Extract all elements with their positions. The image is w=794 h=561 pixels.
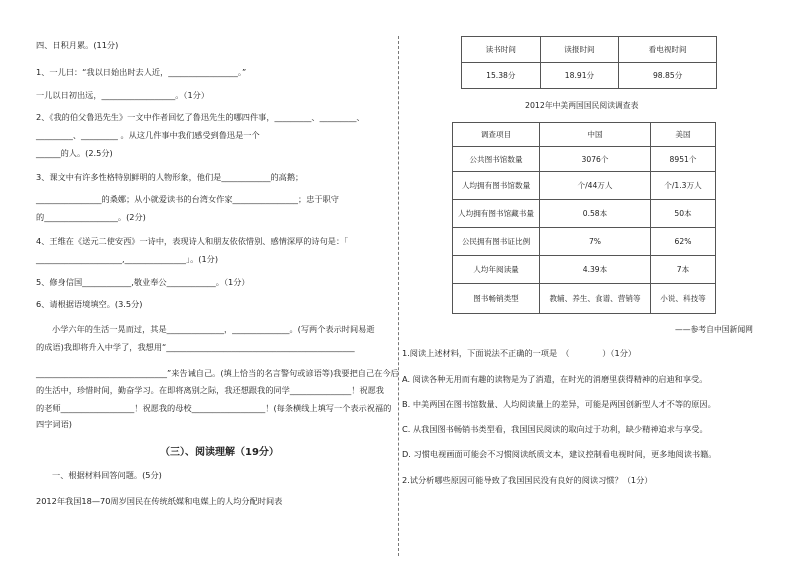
table-cell: 人均年阅读量 [453, 256, 540, 284]
table-row [453, 200, 716, 228]
option-a: A. 阅读各种无用而有趣的读物是为了消遣，在时光的消磨里获得精神的启迪和享受。 [402, 374, 708, 384]
q4-line: 5、修身信国____________,敬业奉公____________。（1分） [36, 277, 250, 287]
q4-line: 2、《我的伯父鲁迅先生》一文中作者回忆了鲁迅先生的哪四件事，_________、_________、 [36, 112, 365, 122]
table-header-cell: 读报时间 [540, 37, 619, 63]
table1-caption: 2012年我国18—70周岁国民在传统纸媒和电媒上的人均分配时间表 [36, 496, 283, 506]
q4-line: 一儿以日初出远，__________________。（1分） [36, 90, 210, 100]
q4-line: 的生活中，珍惜时间，勤奋学习。在即将离别之际，我还想跟我的同学_______________！祝愿我 [36, 385, 384, 395]
table-cell: 62% [651, 228, 716, 256]
table-cell: 个/44万人 [540, 172, 651, 200]
q4-line: 的__________________。(2分) [36, 212, 146, 222]
q4-line: 小学六年的生活一晃而过，其是______________，______________。(写两个表示时间易逝 [52, 324, 375, 334]
table-cell: 个/1.3万人 [651, 172, 716, 200]
table-cell: 4.39本 [540, 256, 651, 284]
table-cell: 公共图书馆数量 [453, 147, 540, 172]
table-cell: 图书畅销类型 [453, 284, 540, 314]
q4-line: 4、王维在《送元二使安西》一诗中，表现诗人和朋友依依惜别、感情深厚的诗句是：「 [36, 236, 349, 246]
q4-line: _____________________,_______________」。(1分) [36, 254, 219, 264]
table-header-cell: 美国 [651, 123, 716, 147]
option-d: D. 习惯电视画面可能会不习惯阅读纸质文本，建议控制看电视时间，更多地阅读书籍。 [402, 449, 717, 459]
table-cell: 教辅、养生、食谱、营销等 [540, 284, 651, 314]
option-c: C. 从我国图书畅销书类型看，我国国民阅读的取向过于功利，缺少精神追求与享受。 [402, 424, 708, 434]
table-row [453, 147, 716, 172]
table-cell: 15.38分 [462, 63, 541, 89]
question-1: 1.阅读上述材料，下面说法不正确的一项是 （ ）（1分） [402, 348, 637, 358]
q4-line: 的成语)我即将升入中学了，我想用“______________________________________________ [36, 342, 355, 352]
q4-line: _________、_________ 。从这几件事中我们感受到鲁迅是一个 [36, 130, 260, 140]
table-header-cell: 中国 [540, 123, 651, 147]
table-header-cell: 调查项目 [453, 123, 540, 147]
table-cell: 3076个 [540, 147, 651, 172]
q4-line: 1、一儿曰：“我以日始出时去人近，_________________。” [36, 67, 247, 77]
q4-line: 四字词语) [36, 419, 72, 429]
table-cell: 8951个 [651, 147, 716, 172]
table2-caption: 2012年中美两国国民阅读调查表 [525, 101, 639, 110]
reading-survey-table [452, 122, 716, 314]
table-header-cell: 读书时间 [462, 37, 541, 63]
table-row [453, 284, 716, 314]
column-divider [398, 36, 399, 556]
question-2: 2.试分析哪些原因可能导致了我国国民没有良好的阅读习惯？（1分） [402, 475, 653, 485]
q4-line: ________________的桑娜；从小就爱读书的台湾女作家________________；忠于职守 [36, 194, 339, 204]
table-cell: 人均拥有图书馆数量 [453, 172, 540, 200]
q4-line: 3、课文中有许多性格特别鲜明的人物形象，他们是____________的高鹅； [36, 172, 304, 182]
table-cell: 7% [540, 228, 651, 256]
source-note: ——参考自中国新闻网 [675, 325, 753, 334]
section-reading-title: （三）、阅读理解（19分） [160, 447, 279, 458]
table-cell: 50本 [651, 200, 716, 228]
q4-line: ________________________________”来告诫自己。(填上恰当的名言警句或谚语等)我要把自己在今后 [36, 368, 399, 378]
table-header-cell: 看电视时间 [619, 37, 717, 63]
q4-line: 6、请根据语境填空。(3.5分) [36, 299, 143, 309]
table-row [453, 256, 716, 284]
subsection-title: 一、根据材料回答问题。(5分) [52, 470, 162, 480]
table-cell: 18.91分 [540, 63, 619, 89]
table-cell: 7本 [651, 256, 716, 284]
table-cell: 小说、科技等 [651, 284, 716, 314]
table-row [453, 172, 716, 200]
table-cell: 98.85分 [619, 63, 717, 89]
option-b: B. 中美两国在图书馆数量、人均阅读量上的差异，可能是两国创新型人才不等的原因。 [402, 399, 716, 409]
table-cell: 0.58本 [540, 200, 651, 228]
table-cell: 公民拥有图书证比例 [453, 228, 540, 256]
time-table [461, 36, 717, 89]
q4-line: 的老师__________________！祝愿我的母校__________________！(每条横线上填写一个表示祝福的 [36, 403, 392, 413]
q4-title: 四、日积月累。(11分) [36, 40, 119, 50]
table-row [453, 228, 716, 256]
q4-line: ______的人。(2.5分) [36, 148, 113, 158]
table-cell: 人均拥有图书馆藏书量 [453, 200, 540, 228]
